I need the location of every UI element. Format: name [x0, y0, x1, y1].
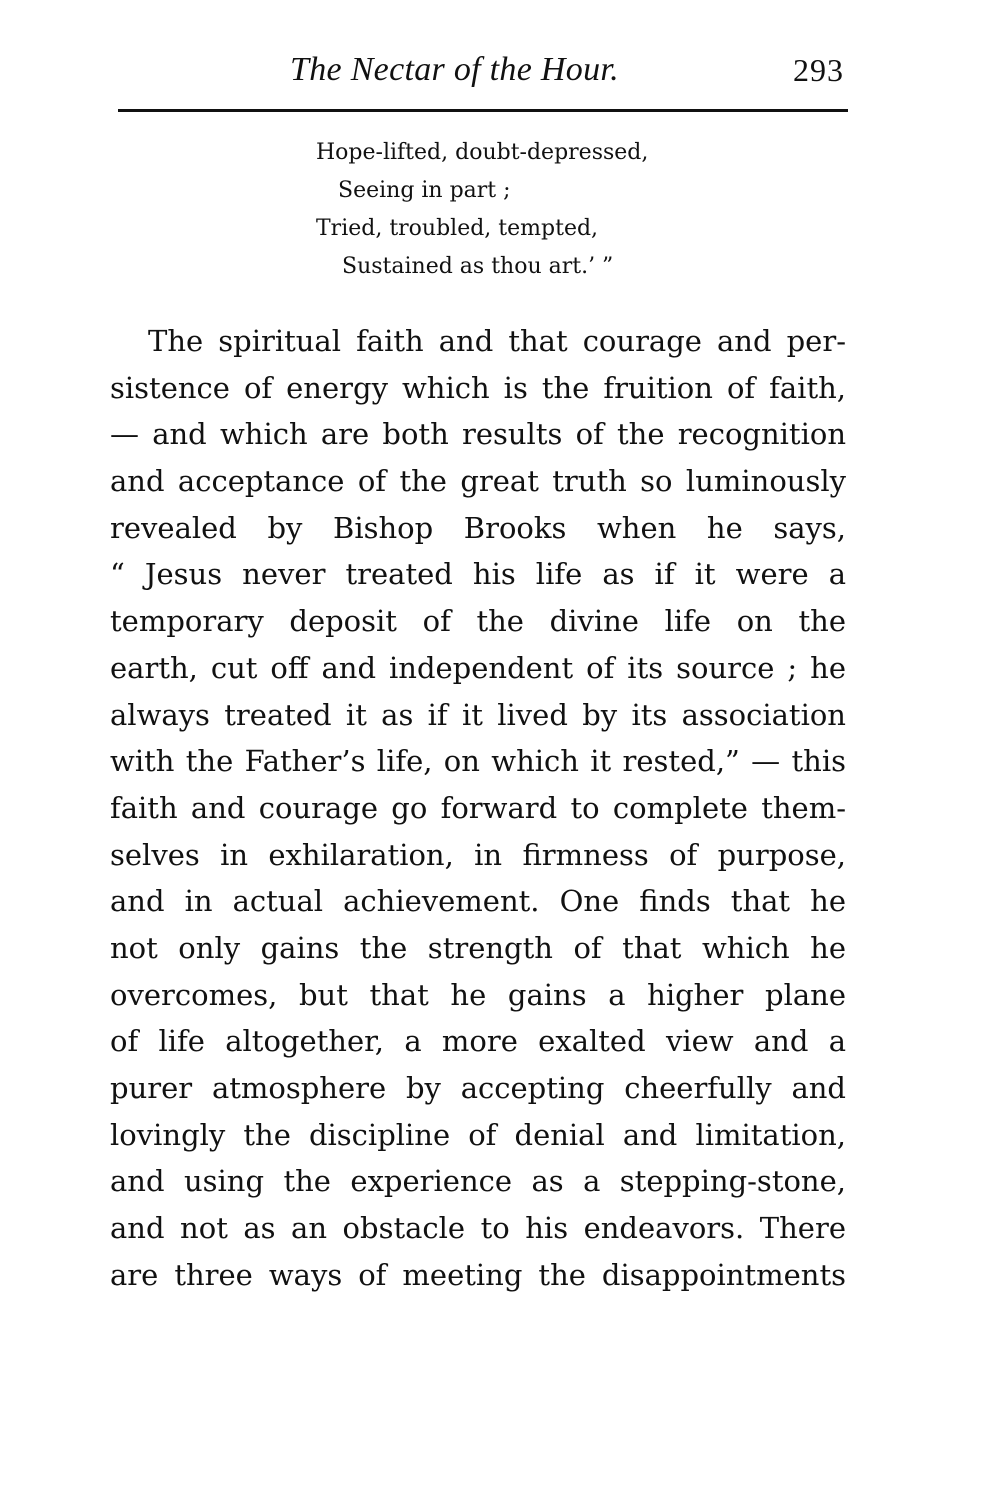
verse-quotation [316, 134, 648, 286]
paragraph-line: lovingly the discipline of denial and limitation, [110, 1117, 846, 1152]
paragraph-line: purer atmosphere by accepting cheerfully and [110, 1071, 846, 1105]
paragraph-line: with the Father’s life, on which it rested,” — this [110, 744, 846, 779]
paragraph-line: revealed by Bishop Brooks when he says, [110, 510, 846, 545]
paragraph-line: and not as an obstacle to his endeavors. There [110, 1211, 846, 1246]
paragraph-line: and acceptance of the great truth so luminously [110, 464, 846, 499]
header-rule [118, 109, 848, 112]
paragraph-line: not only gains the strength of that which he [110, 930, 846, 965]
body-paragraph [110, 318, 846, 1298]
paragraph-line: of life altogether, a more exalted view and a [110, 1024, 846, 1059]
verse-line: Hope-lifted, doubt-depressed, [316, 140, 649, 165]
paragraph-line: The spiritual faith and that courage and per- [148, 324, 846, 358]
running-title: The Nectar of the Hour. [290, 51, 619, 88]
paragraph-line: are three ways of meeting the disappointments [110, 1257, 846, 1292]
verse-line: Sustained as thou art.’ ” [342, 254, 614, 279]
paragraph-line: and using the experience as a stepping-stone, [110, 1164, 846, 1199]
verse-line: Tried, troubled, tempted, [316, 216, 599, 241]
page-number: 293 [793, 52, 844, 88]
paragraph-line: temporary deposit of the divine life on the [110, 604, 846, 639]
paragraph-line: “ Jesus never treated his life as if it were a [110, 557, 846, 592]
running-header [110, 44, 850, 98]
paragraph-line: always treated it as if it lived by its association [110, 697, 846, 732]
paragraph-line: faith and courage go forward to complete them- [110, 790, 846, 825]
paragraph-line: selves in exhilaration, in firmness of purpose, [110, 837, 846, 872]
paragraph-line: earth, cut off and independent of its source ; he [110, 650, 846, 685]
paragraph-line: sistence of energy which is the fruition of faith, [110, 370, 846, 405]
paragraph-line: overcomes, but that he gains a higher plane [110, 977, 846, 1012]
paragraph-line: and in actual achievement. One finds that he [110, 884, 846, 919]
verse-line: Seeing in part ; [338, 178, 511, 203]
paragraph-line: — and which are both results of the recognition [110, 417, 846, 452]
